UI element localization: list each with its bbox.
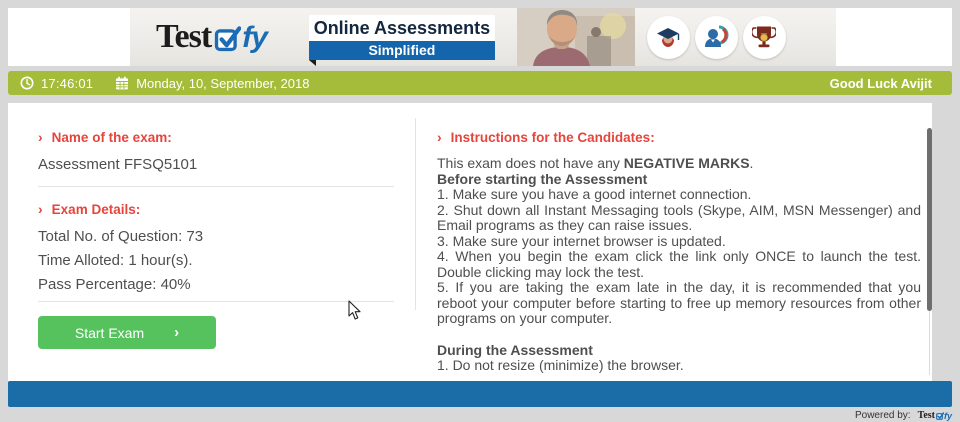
instructions-panel[interactable] — [437, 129, 921, 375]
footer-brand-logo — [918, 410, 952, 421]
instructions-heading — [437, 129, 921, 145]
intro-bold: NEGATIVE MARKS — [623, 155, 750, 171]
start-exam-button[interactable] — [38, 316, 216, 349]
graduation-badge — [647, 16, 690, 59]
scrollbar-thumb[interactable] — [927, 128, 932, 311]
ribbon-fold — [309, 60, 316, 66]
current-time: 17:46:01 — [41, 75, 94, 91]
exam-name-heading-label: Name of the exam: — [51, 130, 172, 145]
divider — [38, 301, 394, 302]
instruction-item: 4. When you begin the exam click the link only ONCE to launch the test. Double clicking may lock the test. — [437, 248, 921, 280]
time-allotted-line: Time Alloted: 1 hour(s). — [38, 252, 193, 269]
chevron-marker-icon: › — [437, 129, 442, 145]
status-bar — [8, 71, 952, 95]
exam-name-heading — [38, 129, 394, 145]
banner-image — [130, 8, 836, 66]
instruction-item: 2. Shut down all Instant Messaging tools (Skype, AIM, MSN Messenger) and Email programs as they can raise issues. — [437, 201, 921, 233]
candidate-photo — [517, 8, 635, 66]
instruction-item: 1. Do not resize (minimize) the browser. — [437, 357, 684, 373]
graduation-cap-icon — [655, 24, 681, 50]
instruction-item: 1. Make sure you have a good internet connection. — [437, 186, 752, 202]
pass-percentage-line: Pass Percentage: 40% — [38, 276, 191, 293]
tagline-ribbon — [309, 15, 495, 60]
powered-by-label: Powered by: — [854, 410, 911, 421]
chevron-marker-icon: › — [38, 201, 43, 217]
header-banner — [8, 8, 952, 66]
intro-suffix: . — [749, 155, 754, 171]
tagline-secondary: Simplified — [309, 41, 495, 60]
checkbox-check-icon — [214, 25, 241, 52]
checkbox-check-icon — [936, 412, 944, 420]
footer-bar — [8, 381, 952, 407]
exam-name-value: Assessment FFSQ5101 — [38, 156, 198, 173]
total-questions-line: Total No. of Question: 73 — [38, 228, 204, 245]
clock-icon — [20, 76, 34, 90]
greeting-text: Good Luck Avijit — [829, 75, 932, 91]
instruction-item: 3. Make sure your internet browser is updated. — [437, 232, 726, 249]
trophy-icon — [752, 24, 776, 50]
current-date: Monday, 10, September, 2018 — [136, 75, 310, 91]
mouse-cursor — [348, 300, 362, 321]
powered-by-row — [8, 410, 952, 421]
footer-brand-prefix: Test — [917, 410, 935, 421]
instructions-heading-label: Instructions for the Candidates: — [450, 130, 655, 145]
feature-badges — [647, 16, 786, 59]
chevron-marker-icon: › — [38, 129, 43, 145]
exam-details-heading-label: Exam Details: — [51, 202, 141, 217]
divider — [38, 186, 394, 187]
testify-logo — [156, 20, 267, 54]
content-card — [8, 103, 932, 381]
calendar-icon — [115, 76, 129, 90]
before-assessment-heading: Before starting the Assessment — [437, 170, 648, 187]
instructions-intro — [437, 156, 921, 172]
logo-text-prefix: Test — [156, 18, 212, 55]
logo-text-suffix: fy — [242, 21, 267, 54]
during-assessment-heading: During the Assessment — [437, 341, 593, 358]
intro-prefix: This exam does not have any — [437, 155, 624, 171]
app-container — [8, 8, 952, 421]
trophy-badge — [743, 16, 786, 59]
exam-summary-panel — [38, 129, 394, 349]
start-exam-label: Start Exam — [74, 324, 145, 341]
instructions-text — [437, 156, 921, 374]
chevron-right-icon: › — [174, 324, 180, 341]
tagline-primary: Online Assessments — [309, 15, 495, 41]
vertical-divider — [415, 118, 416, 310]
people-icon — [703, 24, 729, 50]
exam-details-heading — [38, 201, 394, 217]
instruction-item: 5. If you are taking the exam late in the day, it is recommended that you reboot your computer before starting to free up memory resources from other programs on your computer. — [437, 279, 921, 326]
people-badge — [695, 16, 738, 59]
footer-brand-suffix: fy — [943, 411, 952, 421]
